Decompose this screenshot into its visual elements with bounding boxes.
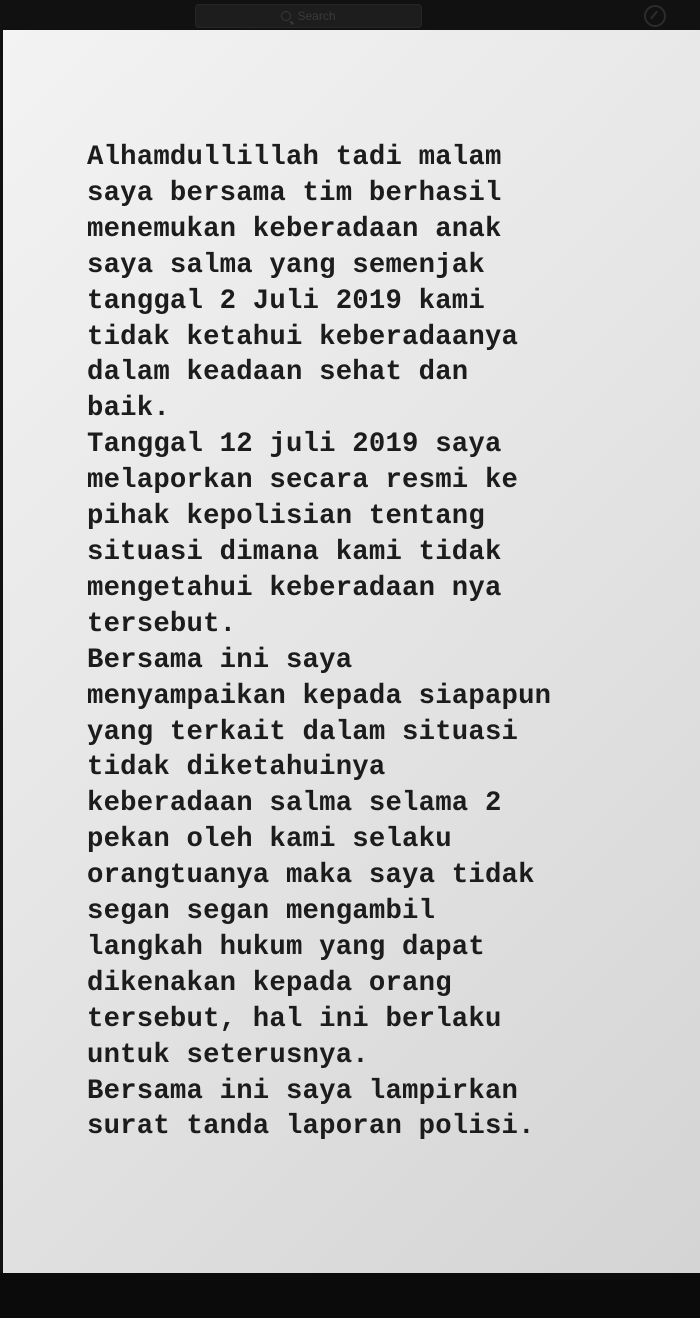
story-line: situasi dimana kami tidak <box>87 536 502 568</box>
compass-icon[interactable] <box>644 5 666 27</box>
story-line: saya bersama tim berhasil <box>87 177 502 209</box>
story-text <box>87 140 687 1145</box>
story-line: langkah hukum yang dapat <box>87 931 485 963</box>
story-line: Bersama ini saya lampirkan <box>87 1075 519 1107</box>
search-icon <box>281 11 291 21</box>
story-line: tidak ketahui keberadaanya <box>87 321 519 353</box>
story-line: pekan oleh kami selaku <box>87 824 452 856</box>
story-line: dikenakan kepada orang <box>87 967 452 999</box>
top-bar <box>0 0 700 30</box>
story-card <box>3 30 700 1273</box>
story-line: Bersama ini saya <box>87 644 353 676</box>
story-line: Tanggal 12 juli 2019 saya <box>87 429 502 461</box>
search-input[interactable] <box>195 4 422 28</box>
story-line: Alhamdullillah tadi malam <box>87 142 502 173</box>
story-line: keberadaan salma selama 2 <box>87 788 502 820</box>
story-line: segan segan mengambil <box>87 896 436 928</box>
story-line: dalam keadaan sehat dan <box>87 357 469 389</box>
story-line: tanggal 2 Juli 2019 kami <box>87 285 485 317</box>
story-line: saya salma yang semenjak <box>87 249 485 281</box>
story-line: orangtuanya maka saya tidak <box>87 860 535 892</box>
story-line: baik. <box>87 393 170 425</box>
story-line: menemukan keberadaan anak <box>87 213 502 245</box>
story-line: tidak diketahuinya <box>87 752 386 784</box>
bottom-bar <box>0 1273 700 1318</box>
story-line: mengetahui keberadaan nya <box>87 572 502 604</box>
story-line: pihak kepolisian tentang <box>87 501 485 533</box>
story-line: melaporkan secara resmi ke <box>87 465 519 497</box>
search-placeholder: Search <box>297 9 336 23</box>
story-line: surat tanda laporan polisi. <box>87 1111 535 1143</box>
story-line: untuk seterusnya. <box>87 1039 369 1071</box>
story-line: yang terkait dalam situasi <box>87 716 519 748</box>
story-line: tersebut, hal ini berlaku <box>87 1003 502 1035</box>
story-line: menyampaikan kepada siapapun <box>87 680 552 712</box>
story-line: tersebut. <box>87 608 237 640</box>
